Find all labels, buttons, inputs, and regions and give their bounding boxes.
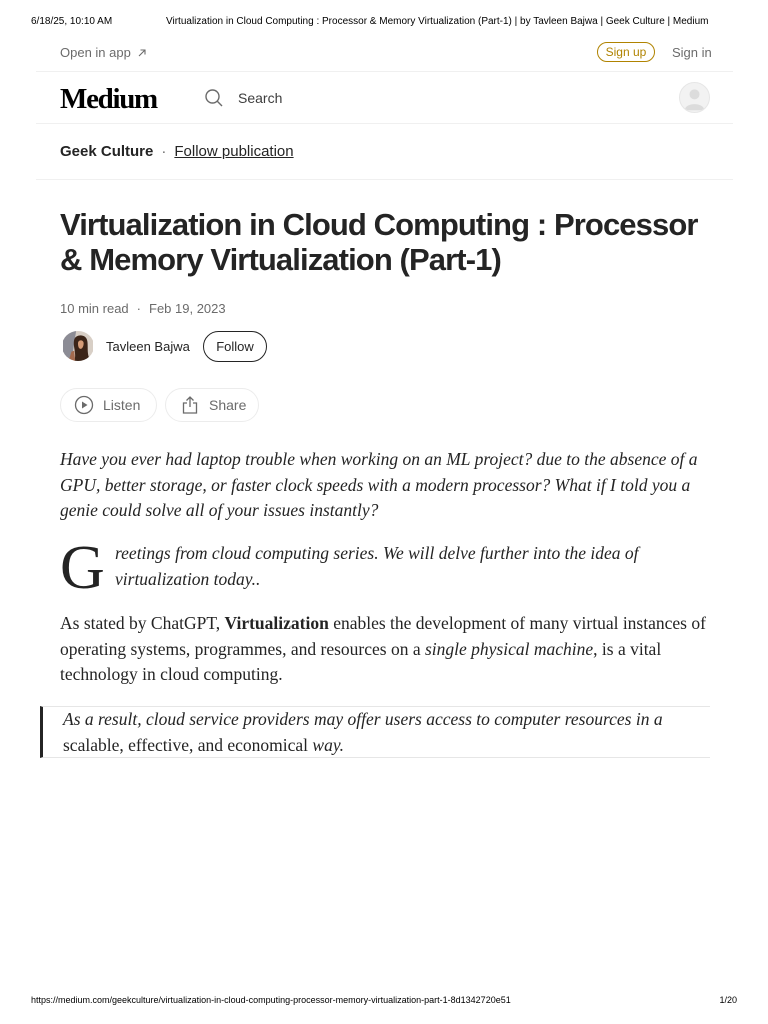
virt-term: Virtualization <box>224 613 329 633</box>
listen-button[interactable] <box>60 388 157 422</box>
author-photo <box>62 331 94 361</box>
greeting-paragraph <box>60 534 710 602</box>
read-time: 10 min read <box>60 301 129 316</box>
author-avatar[interactable] <box>62 331 94 361</box>
intro-paragraph: Have you ever had laptop trouble when working on an ML project? due to the absence of a GPU, better storage, or faster clock speeds with a modern processor? What if I told you a genie could solve all of your issues instantly? <box>60 449 698 520</box>
publish-date: Feb 19, 2023 <box>149 301 226 316</box>
author-name[interactable]: Tavleen Bajwa <box>106 339 190 354</box>
follow-publication-link[interactable]: Follow publication <box>174 143 294 160</box>
divider <box>36 71 733 72</box>
user-avatar-button[interactable] <box>679 82 710 113</box>
quote-normal: scalable, effective, and economical <box>63 734 313 755</box>
drop-cap: G <box>60 534 105 602</box>
divider <box>36 179 733 180</box>
follow-author-button[interactable]: Follow <box>203 331 267 362</box>
sign-in-link[interactable]: Sign in <box>672 45 712 60</box>
quote-text <box>63 707 703 758</box>
article-title: Virtualization in Cloud Computing : Processor & Memory Virtualization (Part-1) <box>60 207 698 277</box>
search-input[interactable] <box>238 86 538 110</box>
virt-text-2: enables the development of many virtual instances of operating systems, programmes, and resources on a <box>60 613 706 659</box>
listen-label: Listen <box>103 397 141 413</box>
separator-dot: · <box>161 143 167 160</box>
search-icon[interactable] <box>204 88 224 108</box>
print-header <box>31 16 737 30</box>
separator-dot: · <box>136 301 141 316</box>
quote-italic: As a result, cloud service providers may offer users access to computer resources in a <box>63 709 663 729</box>
virt-text-3: , is a vital technology in cloud computing. <box>60 638 662 684</box>
publication-name[interactable]: Geek Culture <box>60 143 154 160</box>
share-icon <box>180 395 200 415</box>
medium-logo[interactable]: Medium <box>60 83 157 115</box>
play-icon <box>74 395 94 415</box>
divider <box>36 123 733 124</box>
share-button[interactable] <box>165 388 259 422</box>
print-url: https://medium.com/geekculture/virtualization-in-cloud-computing-processor-memory-virtualization-part-1-8d1342720e51 <box>31 995 511 1005</box>
virt-text-1: As stated by ChatGPT, <box>60 613 225 633</box>
page-number: 1/20 <box>719 995 737 1005</box>
external-arrow-icon <box>137 48 147 58</box>
article-meta <box>60 301 226 316</box>
greeting-text: reetings from cloud computing series. We will delve further into the idea of virtualization today.. <box>115 543 639 589</box>
sign-up-button[interactable]: Sign up <box>597 42 655 62</box>
virtualization-paragraph <box>60 611 710 688</box>
print-footer <box>31 995 737 1009</box>
user-avatar-icon <box>680 83 709 112</box>
quote-italic-end: way. <box>312 734 345 755</box>
print-title: Virtualization in Cloud Computing : Processor & Memory Virtualization (Part-1) | by Tavleen Bajwa | Geek Culture | Medium <box>166 16 709 27</box>
publication-row <box>60 143 294 160</box>
block-quote <box>40 706 710 758</box>
print-date: 6/18/25, 10:10 AM <box>31 16 113 27</box>
virt-emphasis: single physical machine <box>424 638 594 659</box>
open-in-app-link[interactable] <box>60 45 147 60</box>
open-in-app-label: Open in app <box>60 45 131 60</box>
share-label: Share <box>209 397 247 413</box>
